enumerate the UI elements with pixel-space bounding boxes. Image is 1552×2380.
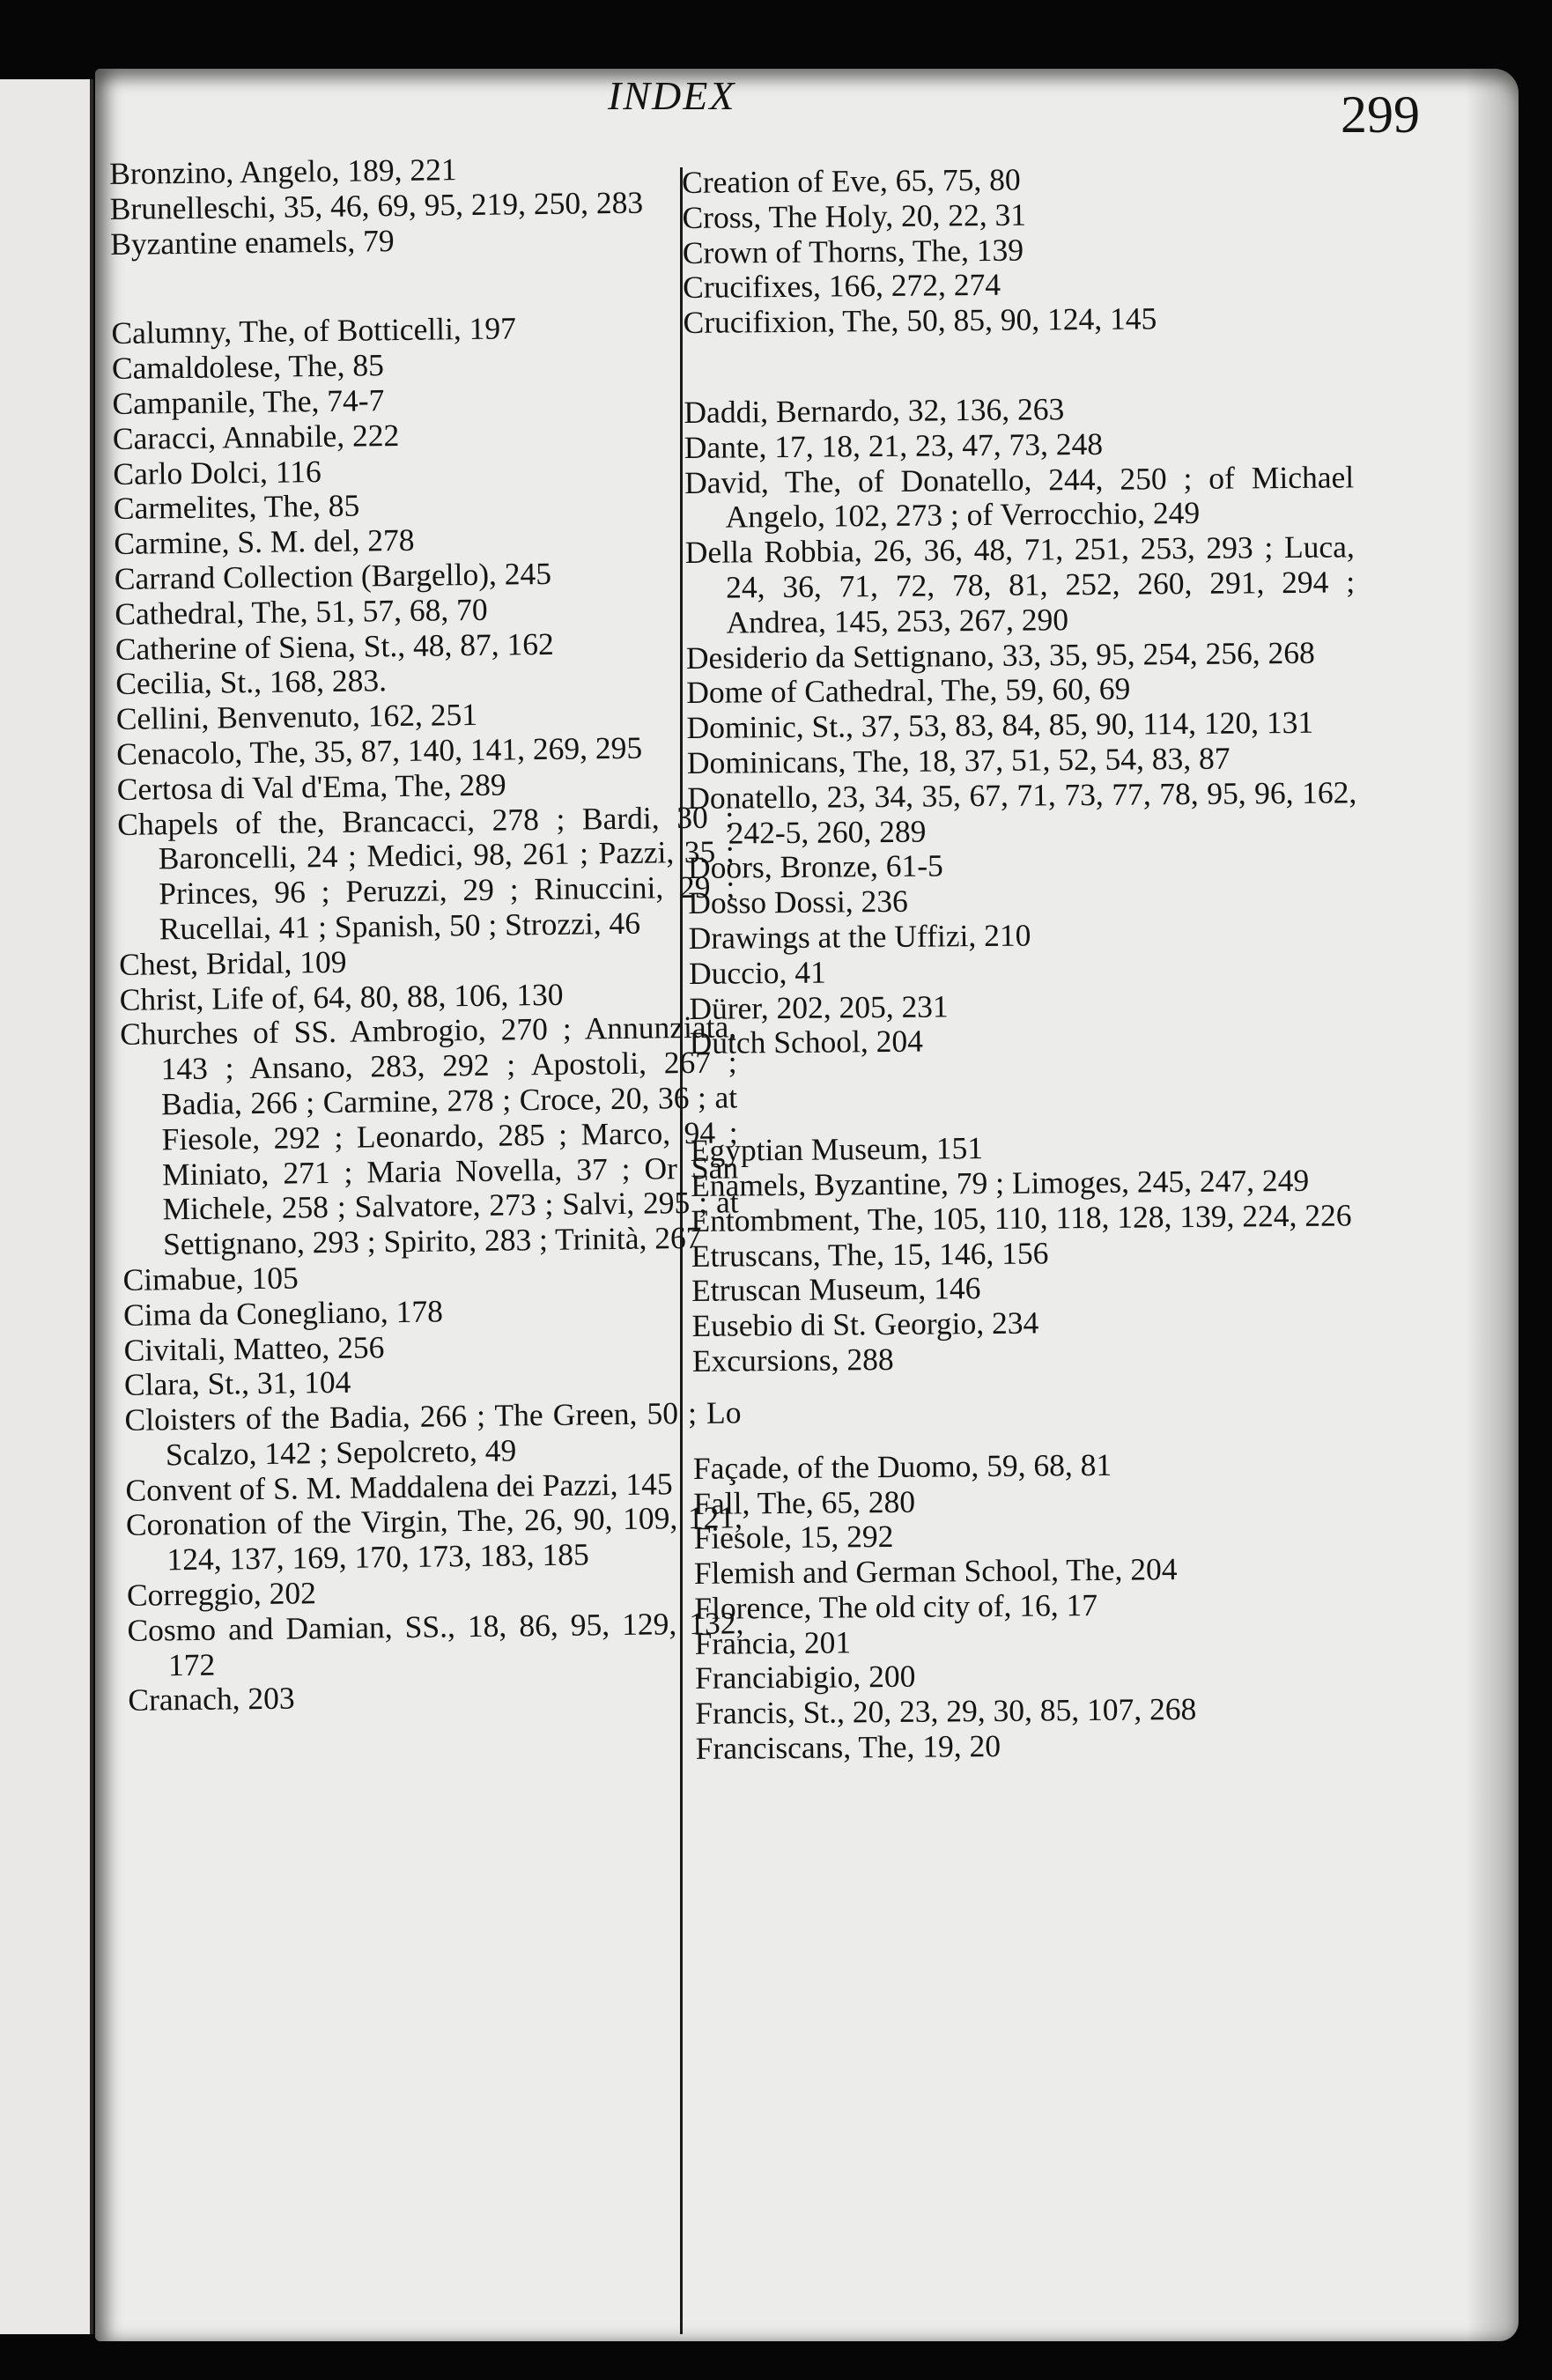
index-entry: Brunelleschi, 35, 46, 69, 95, 219, 250, 283 xyxy=(109,184,644,226)
index-entry: Etruscan Museum, 146 xyxy=(691,1270,981,1309)
index-entry: Francis, St., 20, 23, 29, 30, 85, 107, 268 xyxy=(695,1691,1197,1732)
index-entry: Correggio, 202 xyxy=(126,1575,317,1613)
index-entry: Cecilia, St., 168, 283. xyxy=(115,662,388,702)
index-entry: Franciabigio, 200 xyxy=(694,1659,916,1696)
index-entry: Excursions, 288 xyxy=(691,1341,894,1378)
index-entry: Della Robbia, 26, 36, 48, 71, 251, 253, 293 ; Luca, 24, 36, 71, 72, 78, 81, 252, 260, 291, 294 ; Andrea, 145, 253, 267, 290 xyxy=(684,528,1356,640)
index-entry: Camaldolese, The, 85 xyxy=(111,347,385,387)
index-entry: Christ, Life of, 64, 80, 88, 106, 130 xyxy=(119,976,564,1017)
index-entry: Flemish and German School, The, 204 xyxy=(693,1551,1178,1592)
index-entry: Churches of SS. Ambrogio, 270 ; Annunziata, 143 ; Ansano, 283, 292 ; Apostoli, 267 ; Badia, 266 ; Carmine, 278 ; Croce, 20, 36 ; at Fiesole, 292 ; Leonardo, 285 ; Marco, 94 ; Miniato, 271 ; Maria Novella, 37 ; Or San Michele, 258 ; Salvatore, 273 ; Salvi, 295 ; at Settignano, 293 ; Spirito, 283 ; Trinità, 267 xyxy=(119,1009,739,1262)
index-entry: Cranach, 203 xyxy=(128,1681,295,1718)
index-entry: Carrand Collection (Bargello), 245 xyxy=(114,555,552,596)
index-column-right xyxy=(682,159,1365,1766)
index-entry: Cimabue, 105 xyxy=(122,1260,299,1297)
index-entry: Etruscans, The, 15, 146, 156 xyxy=(691,1234,1049,1274)
index-entry: Florence, The old city of, 16, 17 xyxy=(694,1586,1098,1626)
index-entry: Dome of Cathedral, The, 59, 60, 69 xyxy=(686,670,1131,711)
letter-group-gap xyxy=(690,1055,1360,1134)
index-entry: Egyptian Museum, 151 xyxy=(690,1130,984,1169)
index-entry: Dosso Dossi, 236 xyxy=(688,883,909,921)
index-entry: Dürer, 202, 205, 231 xyxy=(689,987,949,1026)
index-entry: Duccio, 41 xyxy=(688,954,826,991)
index-entry: Donatello, 23, 34, 35, 67, 71, 73, 77, 78, 95, 96, 162, 242-5, 260, 289 xyxy=(687,774,1357,851)
index-entry: Fall, The, 65, 280 xyxy=(693,1483,916,1521)
index-entry: Cima da Conegliano, 178 xyxy=(122,1293,444,1333)
index-column-left xyxy=(109,149,745,1718)
index-entry: Francia, 201 xyxy=(694,1624,852,1661)
index-entry: Dante, 17, 18, 21, 23, 47, 73, 248 xyxy=(684,425,1104,465)
index-entry: Coronation of the Virgin, The, 26, 90, 109, 121, 124, 137, 169, 170, 173, 183, 185 xyxy=(125,1499,743,1578)
index-entry: Entombment, The, 105, 110, 118, 128, 139, 224, 226 xyxy=(691,1197,1352,1238)
index-entry: Crucifixes, 166, 272, 274 xyxy=(683,267,1001,306)
index-entry: Bronzino, Angelo, 189, 221 xyxy=(108,152,457,191)
index-entry: Civitali, Matteo, 256 xyxy=(123,1328,385,1368)
index-entry: Catherine of Siena, St., 48, 87, 162 xyxy=(115,625,554,667)
index-entry: Eusebio di St. Georgio, 234 xyxy=(691,1305,1039,1344)
index-entry: Cloisters of the Badia, 266 ; The Green, 50 ; Lo Scalzo, 142 ; Sepolcreto, 49 xyxy=(124,1394,742,1473)
index-entry: Dominic, St., 37, 53, 83, 84, 85, 90, 114, 120, 131 xyxy=(686,704,1314,746)
index-entry: Cenacolo, The, 35, 87, 140, 141, 269, 295 xyxy=(116,729,643,772)
facing-page-edge xyxy=(0,79,93,2334)
index-entry: Façade, of the Duomo, 59, 68, 81 xyxy=(692,1446,1112,1486)
letter-group-gap xyxy=(110,255,728,317)
index-entry: Chest, Bridal, 109 xyxy=(118,943,347,982)
index-entry: Clara, St., 31, 104 xyxy=(123,1364,351,1403)
index-entry: Daddi, Bernardo, 32, 136, 263 xyxy=(684,391,1065,430)
index-entry: Carmelites, The, 85 xyxy=(113,487,360,527)
index-entry: Enamels, Byzantine, 79 ; Limoges, 245, 247, 249 xyxy=(690,1162,1310,1203)
index-entry: Fiesole, 15, 292 xyxy=(693,1519,894,1556)
index-entry: Convent of S. M. Maddalena dei Pazzi, 145 xyxy=(125,1465,673,1508)
index-entry: Crown of Thorns, The, 139 xyxy=(682,232,1024,270)
letter-group-gap xyxy=(684,335,1354,395)
index-entry: Dutch School, 204 xyxy=(689,1023,924,1061)
page-number: 299 xyxy=(1341,85,1420,144)
index-entry: David, The, of Donatello, 244, 250 ; of Michael Angelo, 102, 273 ; of Verrocchio, 249 xyxy=(684,458,1355,535)
index-entry: Cross, The Holy, 20, 22, 31 xyxy=(682,196,1027,235)
index-entry: Desiderio da Settignano, 33, 35, 95, 254, 256, 268 xyxy=(685,634,1315,676)
index-entry: Cellini, Benvenuto, 162, 251 xyxy=(115,697,478,737)
index-entry: Calumny, The, of Botticelli, 197 xyxy=(111,310,517,351)
index-entry: Byzantine enamels, 79 xyxy=(109,222,395,262)
index-entry: Chapels of the, Brancacci, 278 ; Bardi, 30 ; Baroncelli, 24 ; Medici, 98, 261 ; Pazzi, 35 ; Princes, 96 ; Peruzzi, 29 ; Rinuccini, 29 ; Rucellai, 41 ; Spanish, 50 ; Strozzi, 46 xyxy=(117,798,735,947)
letter-group-gap xyxy=(692,1373,1363,1452)
index-entry: Caracci, Annabile, 222 xyxy=(112,417,400,456)
index-entry: Carlo Dolci, 116 xyxy=(113,453,321,492)
index-entry: Doors, Bronze, 61-5 xyxy=(687,847,943,886)
index-entry: Certosa di Val d'Ema, The, 289 xyxy=(116,766,506,807)
index-entry: Cosmo and Damian, SS., 18, 86, 95, 129, 132, 172 xyxy=(127,1605,744,1682)
page-edge-shadow xyxy=(1466,69,1519,2341)
index-entry: Cathedral, The, 51, 57, 68, 70 xyxy=(115,591,488,632)
index-entry: Drawings at the Uffizi, 210 xyxy=(688,917,1031,956)
index-entry: Franciscans, The, 19, 20 xyxy=(695,1727,1001,1767)
index-entry: Dominicans, The, 18, 37, 51, 52, 54, 83, 87 xyxy=(686,740,1231,780)
index-entry: Creation of Eve, 65, 75, 80 xyxy=(681,161,1021,200)
running-head-title: INDEX xyxy=(608,73,736,118)
index-entry: Campanile, The, 74-7 xyxy=(112,382,385,421)
index-entry: Carmine, S. M. del, 278 xyxy=(114,521,415,562)
index-entry: Crucifixion, The, 50, 85, 90, 124, 145 xyxy=(683,300,1157,341)
